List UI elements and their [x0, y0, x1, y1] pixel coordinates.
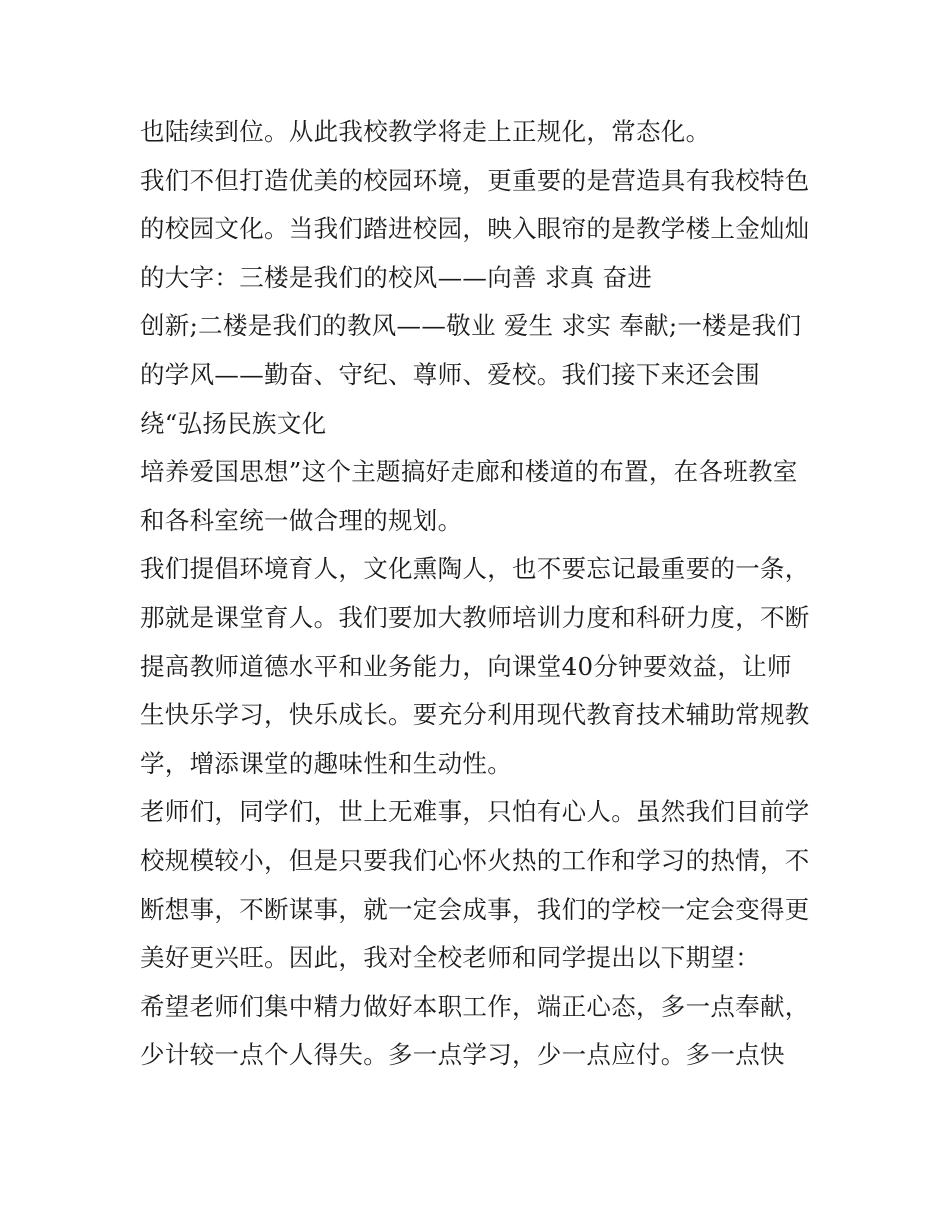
text-line: 我们不但打造优美的校园环境，更重要的是营造具有我校特色 — [140, 165, 810, 195]
text-line: 希望老师们集中精力做好本职工作，端正心态，多一点奉献， — [140, 991, 810, 1021]
text-line: 也陆续到位。从此我校教学将走上正规化，常态化。 — [140, 117, 711, 146]
body-text — [140, 108, 830, 1080]
text-line: 的学风——勤奋、守纪、尊师、爱校。我们接下来还会围 — [140, 359, 760, 389]
text-line: 和各科室统一做合理的规划。 — [140, 505, 463, 535]
text-line: 断想事，不断谋事，就一定会成事，我们的学校一定会变得更 — [140, 894, 810, 924]
text-line: 的校园文化。当我们踏进校园，映入眼帘的是教学楼上金灿灿 — [140, 214, 810, 244]
text-line: 培养爱国思想”这个主题搞好走廊和楼道的布置，在各班教室 — [140, 457, 798, 487]
text-line: 少计较一点个人得失。多一点学习，少一点应付。多一点快 — [140, 1040, 785, 1070]
text-line: 绕“弘扬民族文化 — [140, 408, 327, 438]
text-line: 老师们，同学们，世上无难事，只怕有心人。虽然我们目前学 — [140, 797, 810, 827]
text-line: 美好更兴旺。因此，我对全校老师和同学提出以下期望： — [140, 943, 760, 973]
text-line: 提高教师道德水平和业务能力，向课堂40分钟要效益，让师 — [140, 651, 792, 681]
text-line: 我们提倡环境育人，文化熏陶人，也不要忘记最重要的一条， — [140, 554, 810, 584]
text-line: 校规模较小，但是只要我们心怀火热的工作和学习的热情，不 — [140, 845, 810, 875]
text-line: 的大字：三楼是我们的校风——向善 求真 奋进 — [140, 262, 653, 292]
text-line: 学，增添课堂的趣味性和生动性。 — [140, 748, 512, 778]
text-line: 创新;二楼是我们的教风——敬业 爱生 求实 奉献;一楼是我们 — [140, 311, 802, 341]
text-line: 生快乐学习，快乐成长。要充分利用现代教育技术辅助常规教 — [140, 700, 810, 730]
text-line: 那就是课堂育人。我们要加大教师培训力度和科研力度，不断 — [140, 602, 810, 632]
